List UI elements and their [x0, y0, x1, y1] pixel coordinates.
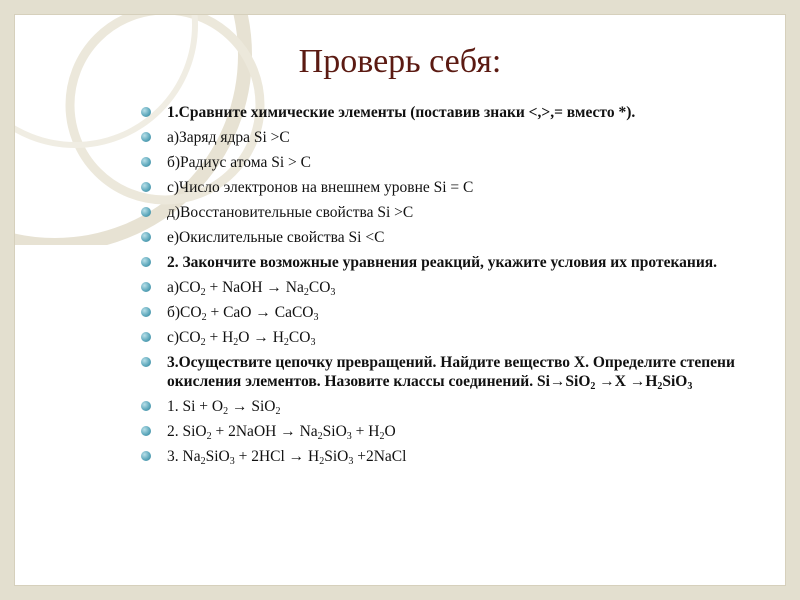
item-text — [167, 354, 735, 390]
text-run: O — [384, 423, 396, 440]
text-run: 3.Осуществите цепочку превращений. Найдите вещество X. Определите степени окисления элементов. Назовите классы соединений. Si→SiO — [167, 354, 735, 390]
list-item — [139, 228, 769, 247]
text-run: SiO — [324, 448, 349, 465]
subscript: 2 — [233, 337, 239, 348]
list-item — [139, 397, 769, 416]
subscript: 2 — [657, 381, 663, 392]
bullet-icon — [141, 451, 151, 461]
text-run: → SiO — [228, 398, 276, 415]
bullet-icon — [141, 282, 151, 292]
subscript: 2 — [379, 431, 385, 442]
slide-title: Проверь себя: — [298, 43, 502, 80]
subscript: 2 — [303, 287, 309, 298]
subscript: 3 — [330, 287, 336, 298]
text-run: SiO — [662, 373, 688, 390]
subscript: 3 — [313, 312, 319, 323]
text-run: CO — [288, 329, 311, 346]
text-run: 3. Na — [167, 448, 201, 465]
text-run: + NaOH → Na — [205, 279, 304, 296]
text-run: + H — [205, 329, 234, 346]
item-text: а)Заряд ядра Si >C — [167, 129, 290, 146]
subscript: 2 — [206, 431, 212, 442]
bullet-icon — [141, 307, 151, 317]
text-run: + H — [351, 423, 380, 440]
item-text: д)Восстановительные свойства Si >C — [167, 204, 414, 221]
item-text — [167, 398, 281, 415]
bullet-icon — [141, 157, 151, 167]
list-item — [139, 128, 769, 147]
item-text — [167, 279, 335, 296]
item-text — [167, 448, 406, 465]
item-text: 1.Сравните химические элементы (поставив знаки <,>,= вместо *). — [167, 104, 636, 121]
bullet-icon — [141, 257, 151, 267]
bullet-icon — [141, 357, 151, 367]
list-item — [139, 278, 769, 297]
subscript: 2 — [223, 406, 229, 417]
text-run: 1. Si + O — [167, 398, 224, 415]
list-item — [139, 353, 769, 391]
text-run: →X →H — [595, 373, 658, 390]
subscript: 2 — [319, 456, 325, 467]
list-item — [139, 153, 769, 172]
item-text: е)Окислительные свойства Si <C — [167, 229, 385, 246]
text-run: б)CO — [167, 304, 202, 321]
subscript: 2 — [201, 312, 207, 323]
list-item — [139, 103, 769, 122]
item-text: с)Число электронов на внешнем уровне Si = C — [167, 179, 474, 196]
text-run: а)CO — [167, 279, 201, 296]
text-run: + 2NaOH → Na — [211, 423, 318, 440]
list-item — [139, 422, 769, 441]
subscript: 2 — [590, 381, 596, 392]
subscript: 3 — [348, 456, 354, 467]
text-run: SiO — [205, 448, 230, 465]
subscript: 3 — [346, 431, 352, 442]
subscript: 2 — [283, 337, 289, 348]
bullet-icon — [141, 207, 151, 217]
subscript: 2 — [200, 337, 206, 348]
subscript: 3 — [687, 381, 693, 392]
subscript: 3 — [310, 337, 316, 348]
text-run: O → H — [238, 329, 284, 346]
bullet-icon — [141, 107, 151, 117]
item-text — [167, 423, 396, 440]
slide — [14, 14, 786, 586]
text-run: +2NaCl — [353, 448, 407, 465]
list-item — [139, 447, 769, 466]
text-run: с)CO — [167, 329, 201, 346]
bullet-icon — [141, 232, 151, 242]
list-item — [139, 328, 769, 347]
item-text: 2. Закончите возможные уравнения реакций, укажите условия их протекания. — [167, 254, 718, 271]
bullet-icon — [141, 332, 151, 342]
bullet-icon — [141, 132, 151, 142]
slide-content — [139, 103, 769, 472]
text-run: + CaO → CaCO — [206, 304, 314, 321]
subscript: 2 — [200, 287, 206, 298]
subscript: 3 — [229, 456, 235, 467]
list-item — [139, 203, 769, 222]
text-run: CO — [308, 279, 331, 296]
item-text — [167, 329, 315, 346]
subscript: 2 — [275, 406, 281, 417]
text-run: SiO — [322, 423, 347, 440]
bullet-icon — [141, 401, 151, 411]
bullet-icon — [141, 182, 151, 192]
list-item — [139, 253, 769, 272]
subscript: 2 — [200, 456, 206, 467]
item-text — [167, 304, 319, 321]
item-text: б)Радиус атома Si > C — [167, 154, 311, 171]
text-run: 2. SiO — [167, 423, 207, 440]
subscript: 2 — [317, 431, 323, 442]
bullet-icon — [141, 426, 151, 436]
list-item — [139, 178, 769, 197]
list-item — [139, 303, 769, 322]
text-run: + 2HCl → H — [234, 448, 320, 465]
